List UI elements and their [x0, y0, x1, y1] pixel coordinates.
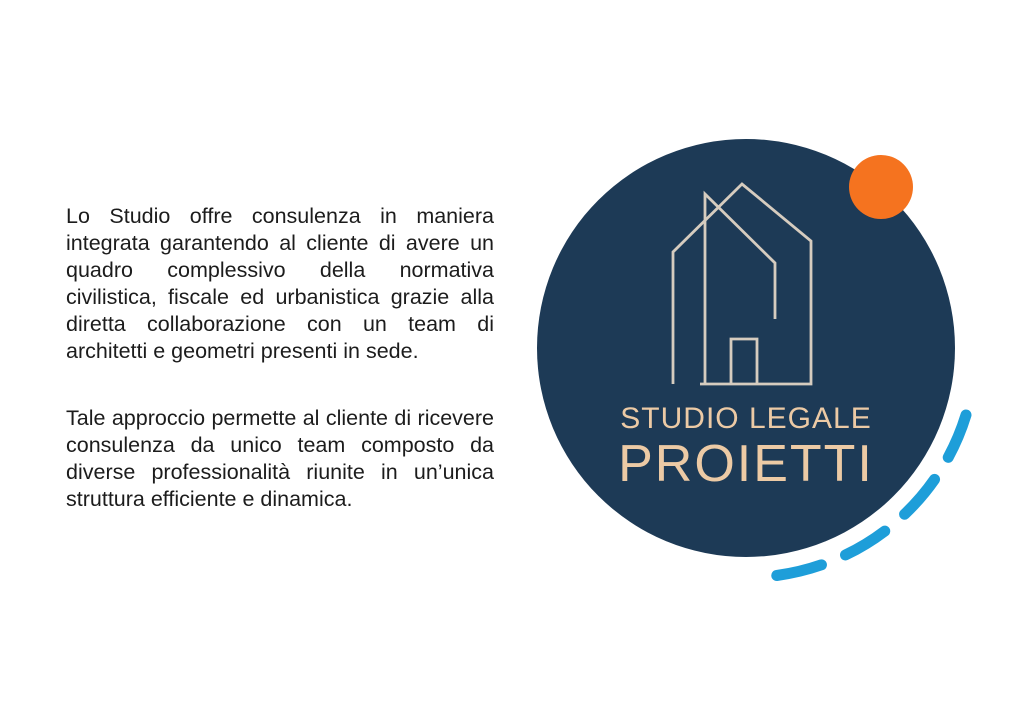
- orange-dot-accent: [849, 155, 913, 219]
- house-inner-outline: [705, 194, 775, 384]
- house-door-outline: [731, 339, 757, 384]
- paragraph-approccio-team: Tale approccio permette al cliente di ricevere consulenza da unico team composto da diverse professionalità riunite in un’unica struttura efficiente e dinamica.: [66, 406, 494, 511]
- paragraph-consulenza-integrata: Lo Studio offre consulenza in maniera integrata garantendo al cliente di avere un quadro complessivo della normativa civilistica, fiscale ed urbanistica grazie alla diretta collaborazione con un team di architetti e geometri presenti in sede.: [66, 204, 494, 363]
- house-outline-icon: [673, 184, 811, 384]
- logo-firm-name-text: PROIETTI: [618, 435, 874, 493]
- logo-firm-type-text: STUDIO LEGALE: [620, 402, 872, 435]
- house-outer-outline: [673, 184, 811, 384]
